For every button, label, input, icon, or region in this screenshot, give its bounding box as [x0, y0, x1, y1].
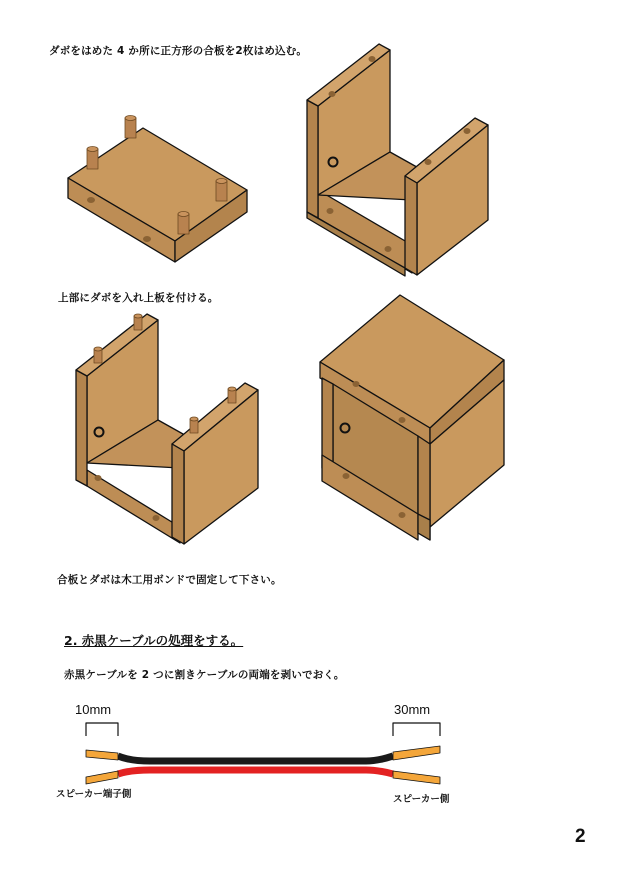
dimension-bracket-left — [86, 723, 118, 736]
section2-title: 2. 赤黒ケーブルの処理をする。 — [64, 633, 244, 648]
label-speaker-terminal-side: スピーカー端子側 — [56, 789, 132, 800]
stripped-tip-left-red — [86, 771, 118, 784]
figure-u-shape-assembly — [307, 44, 488, 276]
figure-base-board-with-dowels — [68, 116, 247, 263]
stripped-tip-left-black — [86, 750, 118, 760]
step1-text: ダボをはめた 4 か所に正方形の合板を2枚はめ込む。 — [49, 45, 308, 57]
stripped-tip-right-black — [393, 746, 440, 760]
label-speaker-side: スピーカー側 — [393, 794, 450, 805]
step3-text: 合板とダボは木工用ボンドで固定して下さい。 — [57, 574, 282, 586]
red-wire — [118, 770, 393, 774]
figure-completed-box — [320, 295, 504, 540]
black-wire — [118, 756, 393, 761]
page-number: 2 — [575, 826, 586, 847]
figure-u-shape-with-top-dowels — [76, 314, 258, 544]
dimension-right: 30mm — [394, 702, 431, 717]
dimension-bracket-right — [393, 723, 440, 736]
step2-text: 上部にダボを入れ上板を付ける。 — [58, 292, 219, 304]
dimension-left: 10mm — [75, 702, 112, 717]
section2-instruction: 赤黒ケーブルを 2 つに割きケーブルの両端を剥いでおく。 — [64, 669, 345, 681]
cable-diagram — [86, 723, 440, 784]
stripped-tip-right-red — [393, 771, 440, 784]
